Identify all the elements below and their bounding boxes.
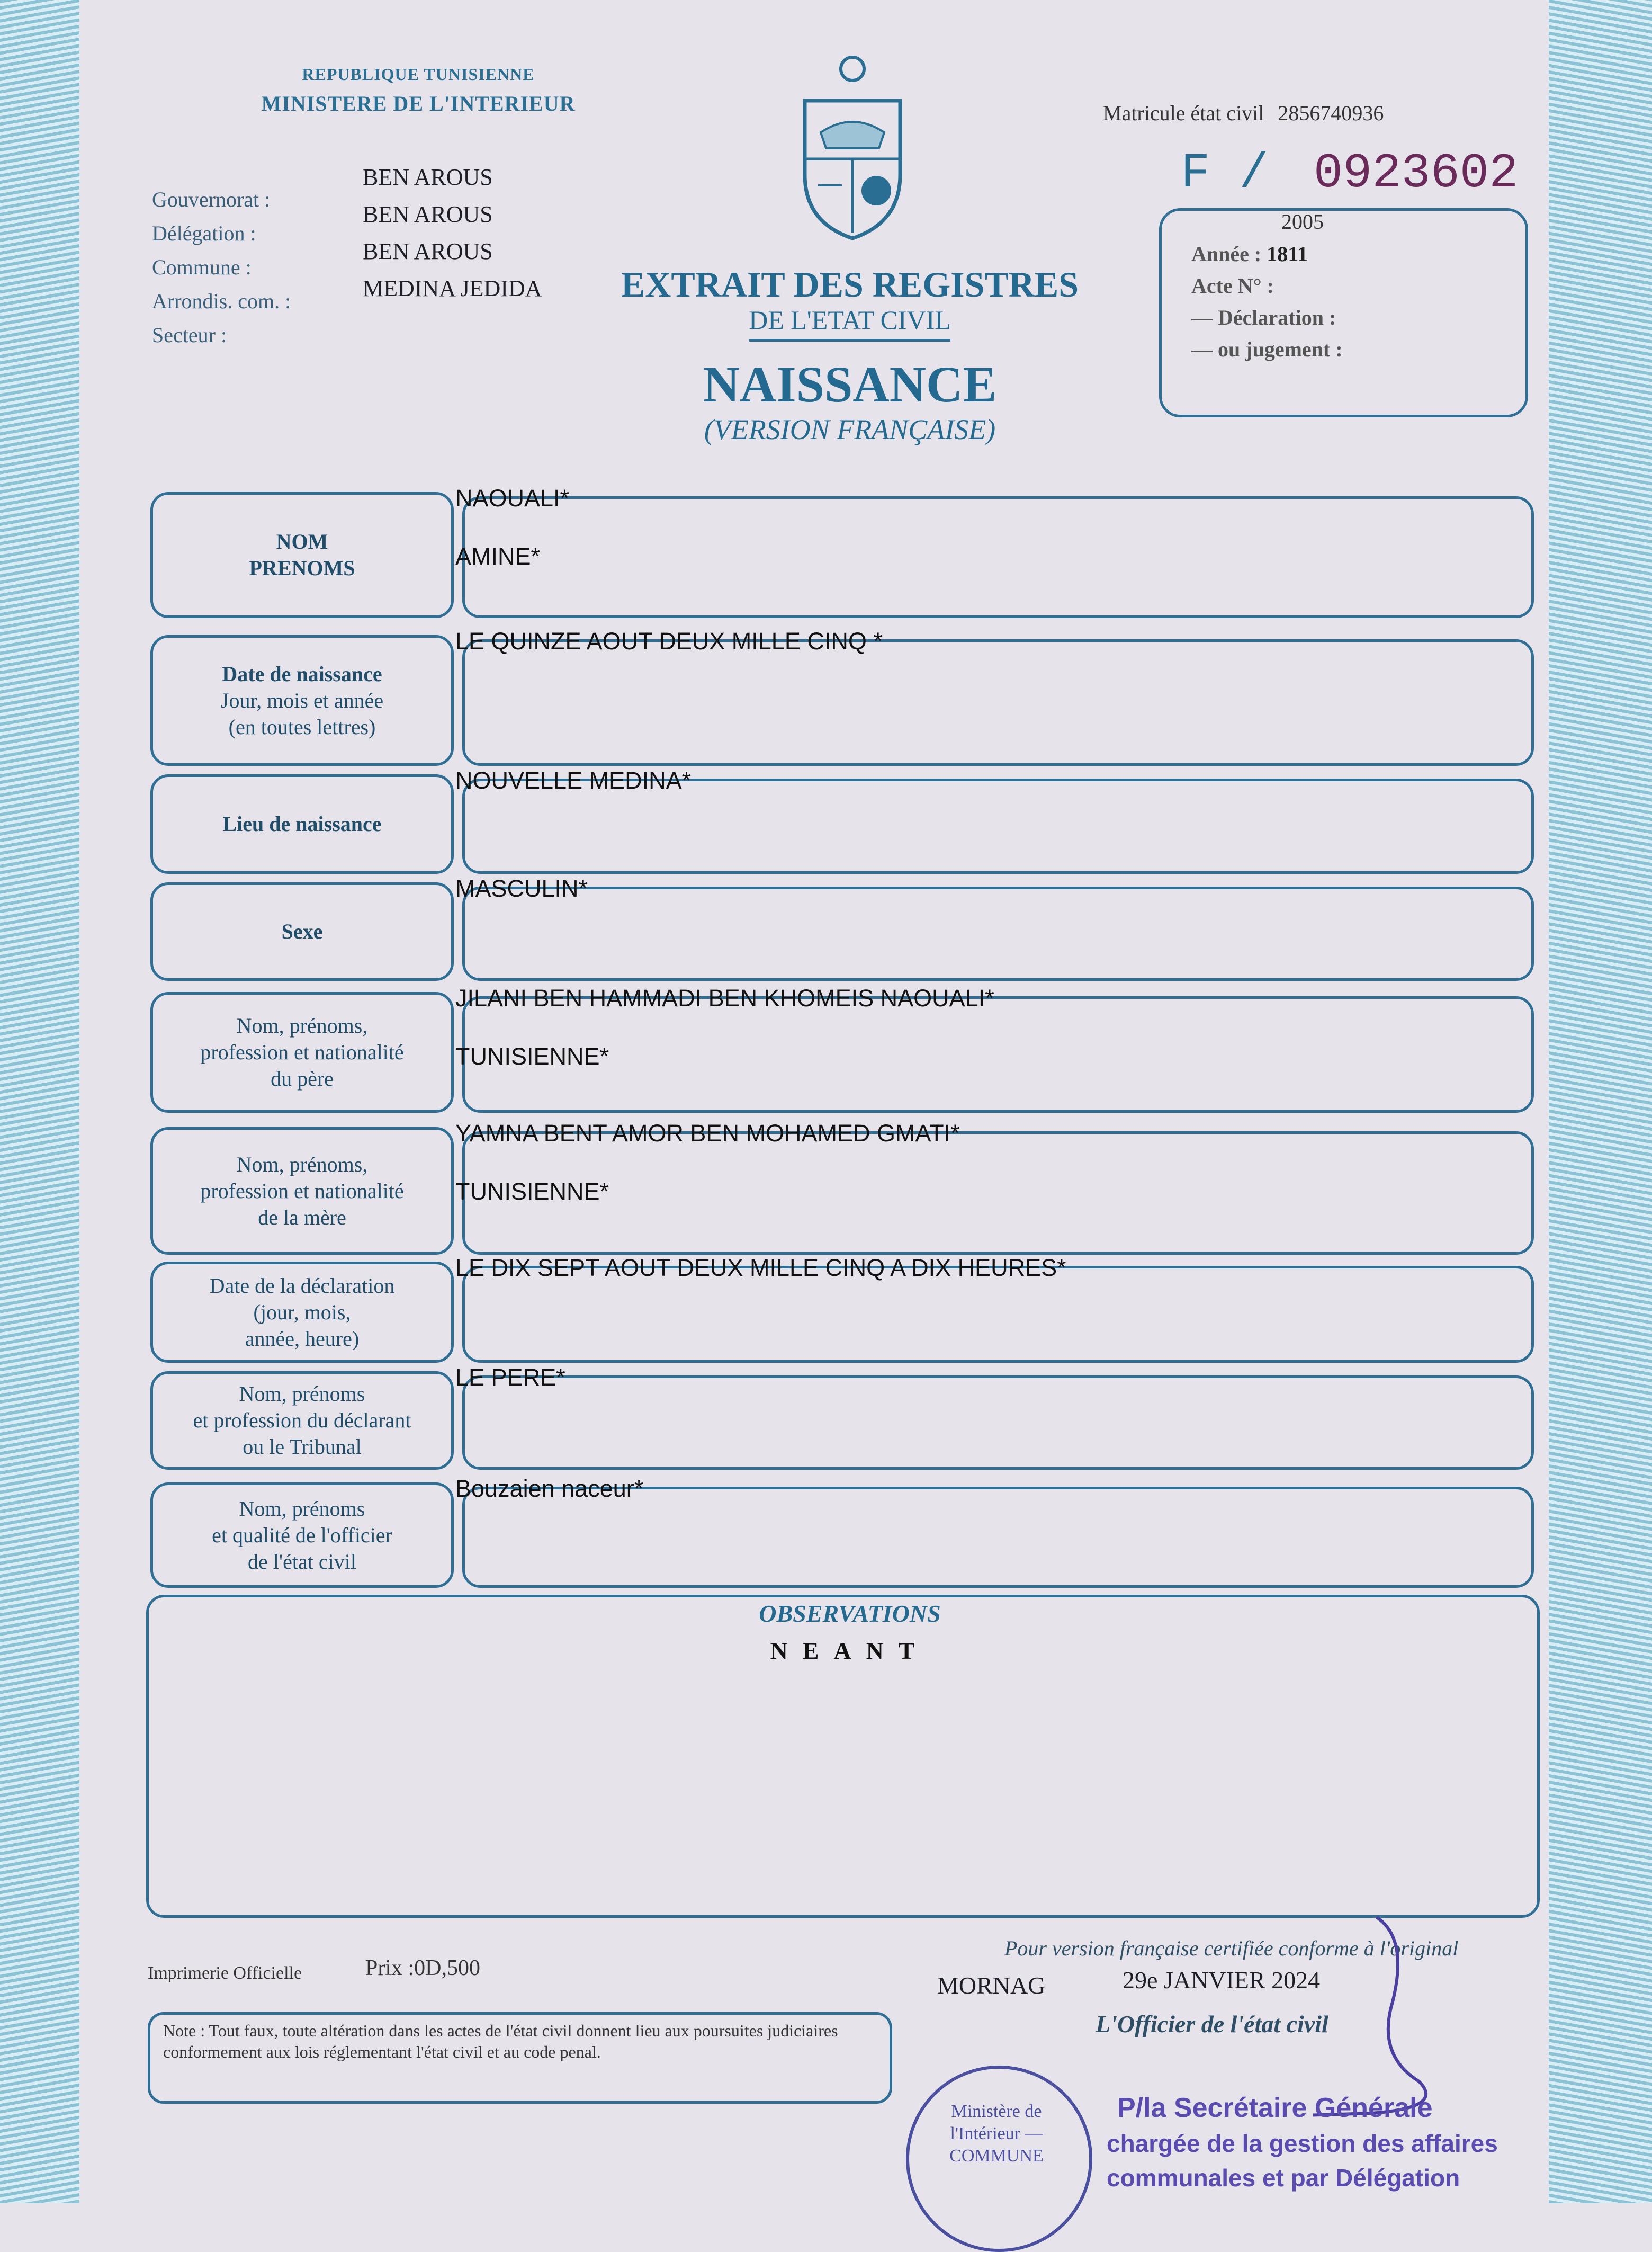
row-value — [455, 765, 691, 797]
declaration-label: — Déclaration : — [1191, 306, 1336, 329]
coat-of-arms-emblem — [789, 53, 916, 244]
note-label: Note : — [163, 2021, 205, 2040]
row-value — [455, 982, 994, 1073]
row-label: et qualité de l'officier — [212, 1523, 392, 1547]
ministry-heading: MINISTERE DE L'INTERIEUR — [261, 92, 576, 115]
row-value-line: LE QUINZE AOUT DEUX MILLE CINQ * — [455, 628, 883, 655]
row-value-line: Bouzaien naceur* — [455, 1475, 644, 1502]
row-value — [455, 1473, 643, 1505]
row-label: Nom, prénoms, — [236, 1014, 368, 1038]
row-value-box — [462, 887, 1534, 981]
location-label: Délégation : — [152, 221, 256, 245]
document-title: EXTRAIT DES REGISTRES — [621, 264, 1079, 305]
jugement-label: — ou jugement : — [1191, 337, 1343, 361]
signature — [1313, 1907, 1488, 2119]
row-label-box — [150, 774, 454, 874]
row-value-line: NOUVELLE MEDINA* — [455, 767, 692, 794]
row-label: de la mère — [258, 1205, 346, 1229]
legal-note-box — [148, 2012, 892, 2104]
row-value-line: LE DIX SEPT AOUT DEUX MILLE CINQ A DIX HEURES* — [455, 1254, 1066, 1281]
row-label-box — [150, 992, 454, 1113]
row-label-box — [150, 492, 454, 618]
security-border-right — [1549, 0, 1652, 2203]
row-label: profession et nationalité — [200, 1178, 404, 1203]
row-label: (en toutes lettres) — [228, 714, 376, 739]
document-type: NAISSANCE — [703, 356, 997, 413]
location-label: Arrondis. com. : — [152, 289, 291, 313]
observations-title: OBSERVATIONS — [759, 1600, 941, 1627]
row-label-box — [150, 1482, 454, 1588]
location-value: MEDINA JEDIDA — [363, 275, 542, 301]
row-value — [455, 873, 588, 905]
printer-label: Imprimerie Officielle — [148, 1963, 302, 1983]
row-label-box — [150, 1127, 454, 1255]
row-label-box — [150, 1371, 454, 1470]
location-value: BEN AROUS — [363, 164, 493, 190]
officer-title: L'Officier de l'état civil — [1096, 2010, 1328, 2037]
serial-value: 0923602 — [1313, 146, 1519, 201]
row-value-line: MASCULIN* — [455, 875, 588, 902]
row-value-line: TUNISIENNE* — [455, 1043, 609, 1070]
row-value — [455, 482, 569, 573]
serial-prefix: F / — [1181, 146, 1269, 201]
row-value-line: LE PERE* — [455, 1364, 565, 1391]
row-label: Lieu de naissance — [222, 812, 382, 836]
row-label: ou le Tribunal — [243, 1435, 362, 1459]
row-label: Nom, prénoms, — [236, 1152, 368, 1176]
row-value — [455, 1252, 1066, 1284]
row-value-line: AMINE* — [455, 543, 541, 570]
row-label-box — [150, 882, 454, 981]
row-label: Jour, mois et année — [220, 688, 384, 712]
row-label-box — [150, 1262, 454, 1363]
row-value-line: YAMNA BENT AMOR BEN MOHAMED GMATI* — [455, 1120, 960, 1147]
republic-heading: REPUBLIQUE TUNISIENNE — [302, 65, 535, 84]
certification-text: Pour version française certifiée conforme à l'original — [1004, 1936, 1459, 1960]
row-value-line: JILANI BEN HAMMADI BEN KHOMEIS NAOUALI* — [455, 985, 994, 1012]
location-labels — [152, 183, 291, 352]
row-label: du père — [271, 1067, 334, 1091]
row-label: année, heure) — [245, 1326, 360, 1351]
matricule-label: Matricule état civil — [1103, 101, 1264, 125]
row-label: profession et nationalité — [200, 1040, 404, 1064]
row-label: Nom, prénoms — [239, 1496, 365, 1521]
stamp-text: Ministère de l'Intérieur — COMMUNE — [949, 2102, 1044, 2166]
location-label: Secteur : — [152, 323, 227, 347]
issue-date: 29e JANVIER 2024 — [1123, 1967, 1321, 1994]
row-label: (jour, mois, — [253, 1300, 351, 1324]
security-border-left — [0, 0, 79, 2203]
row-label: Sexe — [281, 919, 323, 943]
location-value: BEN AROUS — [363, 201, 493, 227]
row-label: NOM — [276, 530, 328, 553]
row-label: de l'état civil — [248, 1549, 356, 1574]
row-value-box — [462, 639, 1534, 766]
row-label: Date de la déclaration — [209, 1273, 395, 1298]
price-label: Prix :0D,500 — [365, 1956, 481, 1980]
annee-value: 1811 — [1267, 242, 1308, 266]
row-value-box — [462, 496, 1534, 618]
location-label: Gouvernorat : — [152, 187, 271, 211]
matricule-value: 2856740936 — [1278, 101, 1384, 125]
serial-number — [1181, 146, 1518, 201]
row-value — [455, 1362, 565, 1393]
note-text: Tout faux, toute altération dans les actes de l'état civil donnent lieu aux poursuites judiciaires conformement aux lois réglementant l'état civil et au code penal. — [163, 2021, 838, 2061]
annee-line — [1191, 237, 1308, 271]
acte-year: 2005 — [1281, 210, 1324, 234]
location-label: Commune : — [152, 255, 252, 279]
row-label: Nom, prénoms — [239, 1382, 365, 1406]
location-values — [363, 159, 542, 307]
issue-place: MORNAG — [937, 1972, 1046, 1999]
official-stamp — [906, 2066, 1092, 2252]
row-value-box — [462, 1375, 1534, 1470]
observations-value: NEANT — [770, 1637, 930, 1664]
matricule-line — [1103, 101, 1384, 126]
annee-label: Année : — [1191, 242, 1262, 266]
signatory-line-3: communales et par Délégation — [1107, 2164, 1460, 2192]
signatory-line-2: chargée de la gestion des affaires — [1107, 2130, 1498, 2157]
row-label: Date de naissance — [222, 662, 382, 686]
document-subtitle: DE L'ETAT CIVIL — [749, 305, 951, 335]
acte-number-label: Acte N° : — [1191, 274, 1274, 298]
row-value-line: NAOUALI* — [455, 485, 570, 512]
row-label: PRENOMS — [249, 556, 355, 580]
row-value-line: TUNISIENNE* — [455, 1178, 609, 1205]
version-label: (VERSION FRANÇAISE) — [704, 414, 996, 445]
title-divider — [749, 339, 950, 342]
row-value — [455, 1118, 960, 1208]
row-label: et profession du déclarant — [193, 1408, 411, 1432]
row-label-box — [150, 635, 454, 766]
row-value — [455, 625, 883, 657]
location-value: BEN AROUS — [363, 238, 493, 264]
signatory-line-1: P/la Secrétaire Générale — [1117, 2093, 1433, 2123]
